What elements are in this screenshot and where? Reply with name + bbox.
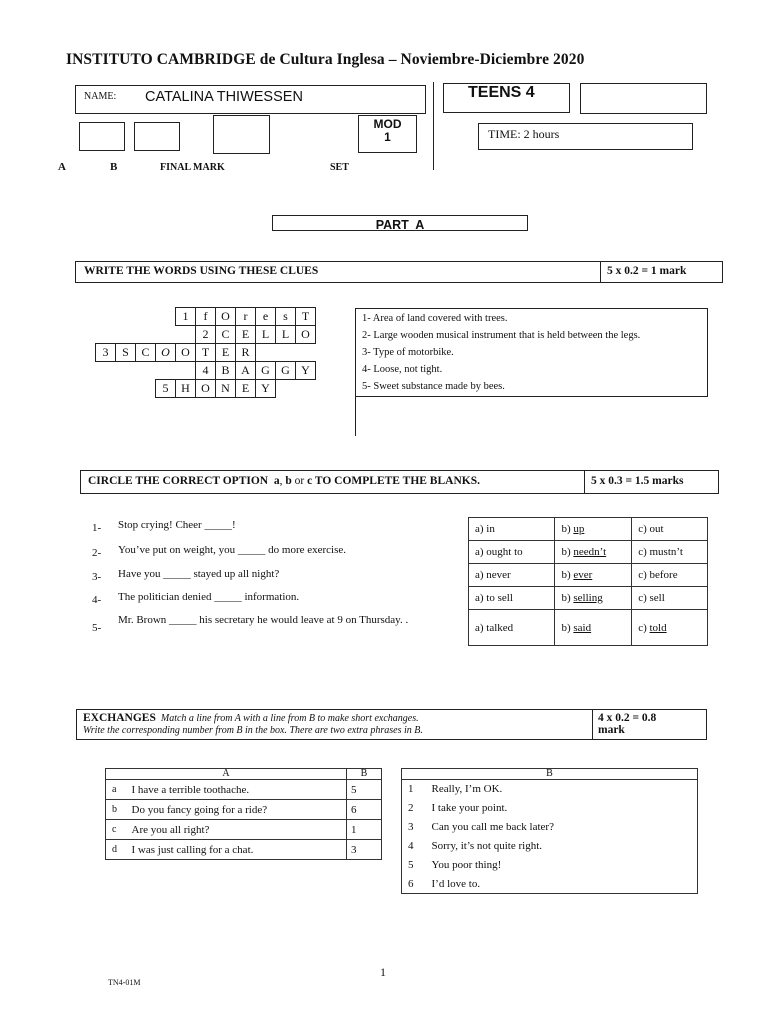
name-value: CATALINA THIWESSEN — [145, 89, 303, 105]
question-text: Have you _____ stayed up all night? — [118, 568, 280, 580]
crossword-cell[interactable] — [96, 308, 116, 326]
answer-box[interactable]: 5 — [347, 780, 382, 800]
exchange-number: 1 — [402, 780, 426, 799]
crossword-cell[interactable] — [136, 326, 156, 344]
clue-item: 2- Large wooden musical instrument that is held between the legs. — [362, 330, 641, 341]
crossword-cell[interactable]: B — [216, 362, 236, 380]
exchange-b-row — [402, 818, 698, 837]
crossword-cell[interactable] — [136, 362, 156, 380]
crossword-cell[interactable] — [136, 380, 156, 398]
option-b-value: up — [573, 523, 585, 535]
answer-box[interactable]: 6 — [347, 800, 382, 820]
option-b-value: said — [573, 621, 592, 634]
crossword-cell[interactable]: s — [276, 308, 296, 326]
clues-list — [362, 310, 701, 395]
col-a-header: A — [106, 769, 347, 780]
crossword-cell[interactable] — [96, 326, 116, 344]
label-a: A — [58, 161, 66, 173]
option-b[interactable]: b) selling — [555, 587, 632, 610]
exchange-a-row — [106, 840, 382, 860]
question-text: You’ve put on weight, you _____ do more exercise. — [118, 544, 347, 556]
part-a-title: PART A — [375, 218, 425, 232]
question-text: Stop crying! Cheer _____! — [118, 519, 236, 531]
crossword-cell[interactable]: e — [256, 308, 276, 326]
document-title: INSTITUTO CAMBRIDGE de Cultura Inglesa – Noviembre-Diciembre 2020 — [66, 51, 585, 68]
exchange-text: Really, I’m OK. — [426, 780, 698, 799]
crossword-cell[interactable] — [276, 380, 296, 398]
crossword-cell[interactable]: N — [216, 380, 236, 398]
options-table — [468, 517, 708, 646]
final-mark-box — [213, 115, 270, 154]
time-label: TIME: 2 hours — [488, 127, 560, 141]
option-c[interactable]: c) told — [632, 610, 708, 646]
document-code: TN4-01M — [108, 978, 141, 987]
section3-header — [76, 709, 707, 740]
crossword-cell[interactable] — [156, 326, 176, 344]
crossword-cell[interactable]: T — [296, 308, 316, 326]
question-number: 4- — [92, 594, 102, 606]
crossword-cell[interactable]: 2 — [196, 326, 216, 344]
crossword-cell[interactable]: A — [236, 362, 256, 380]
mark-b-box — [134, 122, 180, 151]
question-number: 2- — [92, 547, 102, 559]
crossword-cell[interactable] — [316, 326, 336, 344]
crossword-cell[interactable] — [116, 326, 136, 344]
header-divider — [433, 82, 434, 170]
crossword-cell[interactable] — [296, 380, 316, 398]
crossword-cell[interactable]: S — [116, 344, 136, 362]
exchange-number: 4 — [402, 837, 426, 856]
exchange-text: I’d love to. — [426, 875, 698, 894]
option-b-value: needn’t — [573, 546, 607, 558]
exchange-number: 5 — [402, 856, 426, 875]
crossword-cell[interactable] — [176, 326, 196, 344]
crossword-cell[interactable]: r — [236, 308, 256, 326]
section3-instruction-2: Write the corresponding number from B in the box. There are two extra phrases in B. — [83, 725, 423, 736]
option-b-value: selling — [573, 592, 603, 604]
exchange-text: Can you call me back later? — [426, 818, 698, 837]
crossword-cell[interactable]: 4 — [196, 362, 216, 380]
exchange-b-row — [402, 780, 698, 799]
crossword-cell[interactable]: G — [256, 362, 276, 380]
crossword-cell[interactable]: C — [136, 344, 156, 362]
question-number: 1- — [92, 522, 102, 534]
crossword-cell[interactable] — [156, 362, 176, 380]
mod-box — [358, 115, 417, 153]
section1-instruction: WRITE THE WORDS USING THESE CLUES — [84, 265, 319, 277]
crossword-cell[interactable]: f — [196, 308, 216, 326]
col-b-title: B — [402, 769, 698, 780]
exchange-b-row — [402, 799, 698, 818]
option-b[interactable]: b) ever — [555, 564, 632, 587]
crossword-row — [96, 308, 336, 326]
crossword-cell[interactable] — [316, 344, 336, 362]
label-set: SET — [330, 162, 349, 173]
crossword-row — [96, 344, 336, 362]
option-c[interactable]: c) sell — [632, 587, 708, 610]
crossword-cell[interactable] — [316, 362, 336, 380]
option-c[interactable]: c) before — [632, 564, 708, 587]
crossword-cell[interactable] — [96, 380, 116, 398]
mod-label: MOD — [373, 117, 402, 131]
crossword-cell[interactable] — [116, 308, 136, 326]
crossword-cell[interactable]: G — [276, 362, 296, 380]
crossword-cell[interactable] — [136, 308, 156, 326]
section3-instruction-1: Match a line from A with a line from B to make short exchanges. — [160, 713, 419, 724]
clue-item: 4- Loose, not tight. — [362, 364, 443, 375]
clue-item: 3- Type of motorbike. — [362, 347, 454, 358]
exchange-text: Are you all right? — [126, 820, 347, 840]
page-number: 1 — [380, 965, 386, 979]
section3-marks-unit: mark — [598, 724, 625, 736]
exchange-letter: c — [106, 820, 126, 840]
option-row — [469, 610, 708, 646]
course-box — [443, 83, 570, 113]
section2-marks: 5 x 0.3 = 1.5 marks — [591, 475, 684, 487]
question-text: The politician denied _____ information. — [118, 591, 300, 603]
crossword-cell[interactable]: Y — [296, 362, 316, 380]
exchange-text: You poor thing! — [426, 856, 698, 875]
exchange-letter: d — [106, 840, 126, 860]
course-label: TEENS 4 — [468, 84, 535, 101]
section2-instruction: CIRCLE THE CORRECT OPTION a, b or c TO COMPLETE THE BLANKS. — [88, 475, 480, 487]
exchanges-table-b — [401, 768, 698, 894]
option-row — [469, 564, 708, 587]
exchange-b-row — [402, 837, 698, 856]
question-text: Mr. Brown _____ his secretary he would leave at 9 on Thursday. . — [118, 614, 409, 626]
crossword-cell[interactable]: O — [156, 344, 176, 362]
option-a[interactable]: a) in — [469, 518, 555, 541]
crossword-cell[interactable]: T — [196, 344, 216, 362]
crossword-cell[interactable]: O — [216, 308, 236, 326]
empty-box — [580, 83, 707, 114]
option-c-value: out — [649, 523, 664, 535]
crossword-cell[interactable]: O — [296, 326, 316, 344]
crossword-cell[interactable]: C — [216, 326, 236, 344]
exchange-text: Sorry, it’s not quite right. — [426, 837, 698, 856]
crossword-row — [96, 380, 336, 398]
clue-item: 5- Sweet substance made by bees. — [362, 381, 505, 392]
option-c-value: mustn’t — [649, 546, 683, 558]
crossword-cell[interactable]: L — [256, 326, 276, 344]
option-c-value: sell — [649, 592, 665, 604]
crossword-cell[interactable] — [256, 344, 276, 362]
option-c-value: before — [649, 569, 678, 581]
crossword-cell[interactable]: E — [216, 344, 236, 362]
crossword-cell[interactable] — [96, 362, 116, 380]
answer-box[interactable]: 3 — [347, 840, 382, 860]
label-b: B — [110, 161, 118, 173]
part-a-banner — [272, 215, 528, 231]
crossword-cell[interactable]: E — [236, 380, 256, 398]
name-label: NAME: — [84, 91, 117, 102]
exchange-a-row — [106, 780, 382, 800]
option-a[interactable]: a) talked — [469, 610, 555, 646]
option-a[interactable]: a) ought to — [469, 541, 555, 564]
exchange-b-row — [402, 856, 698, 875]
section1-header — [75, 261, 723, 283]
name-box — [75, 85, 426, 114]
exchange-a-row — [106, 800, 382, 820]
option-b[interactable]: b) up — [555, 518, 632, 541]
option-a[interactable]: a) never — [469, 564, 555, 587]
option-row — [469, 587, 708, 610]
crossword-cell[interactable]: L — [276, 326, 296, 344]
crossword-cell[interactable]: Y — [256, 380, 276, 398]
exchange-letter: b — [106, 800, 126, 820]
section1-marks: 5 x 0.2 = 1 mark — [607, 265, 687, 277]
option-b[interactable]: b) said — [555, 610, 632, 646]
option-a[interactable]: a) to sell — [469, 587, 555, 610]
exchange-number: 6 — [402, 875, 426, 894]
crossword-cell[interactable] — [316, 308, 336, 326]
exchange-text: I was just calling for a chat. — [126, 840, 347, 860]
time-box — [478, 123, 693, 150]
exchange-text: I take your point. — [426, 799, 698, 818]
crossword-cell[interactable]: R — [236, 344, 256, 362]
mod-value: 1 — [384, 130, 391, 144]
section2-header — [80, 470, 719, 494]
crossword-grid — [95, 307, 336, 398]
option-c[interactable]: c) mustn’t — [632, 541, 708, 564]
section3-title: EXCHANGES — [83, 712, 156, 724]
clue-item: 1- Area of land covered with trees. — [362, 313, 508, 324]
label-final-mark: FINAL MARK — [160, 162, 225, 173]
question-number: 3- — [92, 571, 102, 583]
question-number: 5- — [92, 622, 102, 634]
exchange-a-row — [106, 820, 382, 840]
crossword-cell[interactable] — [116, 362, 136, 380]
exchange-number: 3 — [402, 818, 426, 837]
crossword-cell[interactable] — [116, 380, 136, 398]
crossword-row — [96, 326, 336, 344]
section1-divider — [355, 396, 356, 436]
exchange-text: I have a terrible toothache. — [126, 780, 347, 800]
section3-marks: 4 x 0.2 = 0.8 — [598, 712, 657, 724]
exchanges-table-a — [105, 768, 382, 860]
option-row — [469, 518, 708, 541]
exchange-number: 2 — [402, 799, 426, 818]
mark-a-box — [79, 122, 125, 151]
crossword-cell[interactable]: 5 — [156, 380, 176, 398]
crossword-cell[interactable] — [156, 308, 176, 326]
exchange-text: Do you fancy going for a ride? — [126, 800, 347, 820]
exchange-b-row — [402, 875, 698, 894]
clues-box — [355, 308, 708, 397]
crossword-cell[interactable] — [296, 344, 316, 362]
crossword-cell[interactable]: O — [176, 344, 196, 362]
crossword-cell[interactable] — [276, 344, 296, 362]
col-b-header: B — [347, 769, 382, 780]
crossword-cell[interactable]: H — [176, 380, 196, 398]
option-b-value: ever — [573, 569, 593, 581]
crossword-cell[interactable]: 3 — [96, 344, 116, 362]
exchange-letter: a — [106, 780, 126, 800]
crossword-cell[interactable] — [176, 362, 196, 380]
answer-box[interactable]: 1 — [347, 820, 382, 840]
crossword-cell[interactable]: 1 — [176, 308, 196, 326]
option-row — [469, 541, 708, 564]
option-c-value: told — [649, 621, 667, 634]
option-c[interactable]: c) out — [632, 518, 708, 541]
crossword-cell[interactable]: E — [236, 326, 256, 344]
option-b[interactable]: b) needn’t — [555, 541, 632, 564]
crossword-cell[interactable] — [316, 380, 336, 398]
crossword-cell[interactable]: O — [196, 380, 216, 398]
crossword-row — [96, 362, 336, 380]
